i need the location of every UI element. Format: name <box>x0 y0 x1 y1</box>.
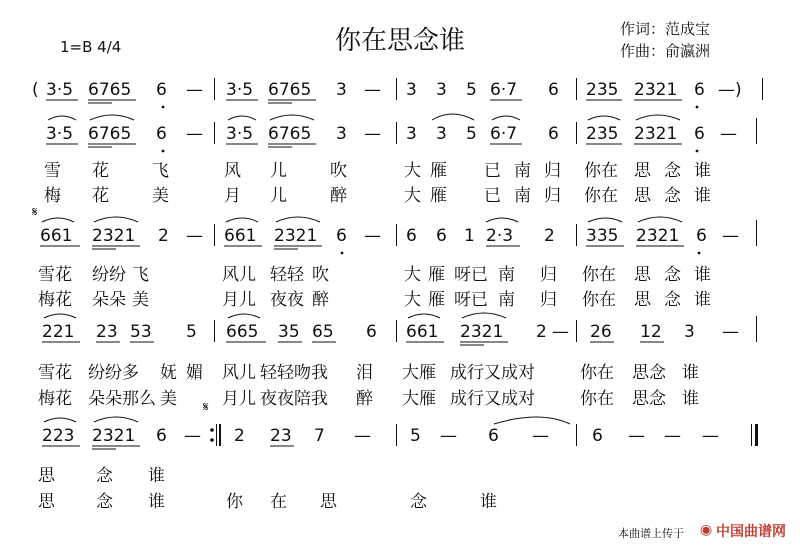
note: 12 <box>640 322 662 342</box>
lyric: 谁 <box>148 492 165 512</box>
lyric: 念 <box>664 290 681 310</box>
lyric: 雁 <box>430 186 447 206</box>
note: 6 <box>156 80 167 100</box>
lyric: 归 <box>540 290 557 310</box>
note: 2321 <box>634 124 678 144</box>
lyric: 谁 <box>148 466 165 486</box>
lyric: 谁 <box>682 389 699 409</box>
lyric: 归 <box>544 161 561 181</box>
lyric: 已 <box>484 161 501 181</box>
lyric: 轻轻 <box>270 265 304 285</box>
lyric: 雁 <box>430 161 447 181</box>
note: — <box>664 426 681 446</box>
lyric: 念 <box>664 186 681 206</box>
lyric: 谁 <box>694 186 711 206</box>
lyric: 谁 <box>480 492 497 512</box>
note: — <box>364 80 381 100</box>
key-signature: 1=B 4/4 <box>60 38 122 56</box>
note: 5 <box>410 426 421 446</box>
lyric: 梅花 <box>38 290 72 310</box>
note: 35 <box>278 322 300 342</box>
lyric: 思 <box>320 492 337 512</box>
note: — <box>364 226 381 246</box>
note: — <box>702 426 719 446</box>
lyric: 大 <box>404 265 421 285</box>
note: 3·5 <box>46 80 74 100</box>
lyric: 妩 <box>160 363 177 383</box>
lyric: 思念 <box>632 363 666 383</box>
lyric: 雪花 <box>38 265 72 285</box>
note: 2 <box>544 226 555 246</box>
lyric: 思 <box>634 161 651 181</box>
note: 6765 <box>88 80 132 100</box>
lyric: 月儿 <box>222 389 256 409</box>
lyric: 夜夜陪我 <box>260 389 328 409</box>
composer-credit: 作曲：俞瀛洲 <box>620 42 711 60</box>
note: — <box>628 426 645 446</box>
note: 3 <box>406 80 417 100</box>
note: 6 <box>156 124 167 144</box>
lyric: 大雁 <box>402 363 436 383</box>
note: 335 <box>586 226 619 246</box>
lyric: 夜夜 <box>270 290 304 310</box>
note: — <box>440 426 457 446</box>
note: 221 <box>42 322 75 342</box>
note: 53 <box>130 322 152 342</box>
lyric: 思 <box>634 290 651 310</box>
lyric: 风儿 <box>222 265 256 285</box>
lyric: 吹 <box>330 161 347 181</box>
lyric: 你在 <box>584 186 618 206</box>
note: 2321 <box>92 426 136 446</box>
note: 6 <box>592 426 603 446</box>
segno-mark-2: 𝄋 <box>203 400 209 415</box>
song-title: 你在思念谁 <box>334 26 465 56</box>
note: — <box>722 226 739 246</box>
note: 6 <box>694 80 705 100</box>
lyric: 大 <box>404 290 421 310</box>
lyric: 雁 <box>428 265 445 285</box>
lyric: 南 <box>514 161 531 181</box>
lyric: 醉 <box>312 290 329 310</box>
lyric: 你在 <box>580 363 614 383</box>
site-name: 中国曲谱网 <box>716 524 786 540</box>
note: 6765 <box>88 124 132 144</box>
note: 2321 <box>460 322 504 342</box>
lyric: 你在 <box>584 161 618 181</box>
note: — <box>364 124 381 144</box>
lyric: 梅 <box>44 186 61 206</box>
lyric: 雪 <box>44 161 61 181</box>
note: 3 <box>436 124 447 144</box>
lyric: 念 <box>664 265 681 285</box>
lyric: 朵朵那么 <box>88 389 156 409</box>
lyric: 念 <box>410 492 427 512</box>
note: —) <box>718 80 742 100</box>
lyric: 风 <box>224 161 241 181</box>
note: 6 <box>366 322 377 342</box>
lyric: 思 <box>634 265 651 285</box>
lyric: 谁 <box>694 265 711 285</box>
note: ( <box>32 80 39 100</box>
lyric: 雁 <box>428 290 445 310</box>
note: — <box>186 226 203 246</box>
lyric: 呀已 <box>454 290 488 310</box>
note: 3 <box>336 80 347 100</box>
note: — <box>186 124 203 144</box>
note: 2 <box>234 426 245 446</box>
lyric: 花 <box>92 186 109 206</box>
lyric: 已 <box>484 186 501 206</box>
lyric: 大 <box>404 161 421 181</box>
note: 1 <box>464 226 475 246</box>
note: 6 <box>406 226 417 246</box>
lyric: 你在 <box>580 389 614 409</box>
note: 26 <box>590 322 612 342</box>
note: 3 <box>436 80 447 100</box>
note: 2321 <box>92 226 136 246</box>
note: — <box>722 322 739 342</box>
lyric: 花 <box>92 161 109 181</box>
lyric: 醉 <box>356 389 373 409</box>
footer-caption: 本曲谱上传于 <box>618 527 684 540</box>
note: 661 <box>40 226 73 246</box>
note: 3·5 <box>226 80 254 100</box>
lyric: 南 <box>514 186 531 206</box>
note: 6 <box>336 226 347 246</box>
note: 665 <box>226 322 259 342</box>
lyric: 大雁 <box>402 389 436 409</box>
lyric: 在 <box>270 492 287 512</box>
note: 5 <box>186 322 197 342</box>
lyric: 飞 <box>132 265 149 285</box>
lyric: 谁 <box>694 161 711 181</box>
note: 2 <box>536 322 547 342</box>
lyric: 你在 <box>582 265 616 285</box>
note: 2321 <box>634 80 678 100</box>
lyric: 谁 <box>694 290 711 310</box>
lyric: 归 <box>540 265 557 285</box>
note: 2 <box>158 226 169 246</box>
lyric: 风儿 <box>222 363 256 383</box>
note: 6·7 <box>490 124 518 144</box>
note: 3 <box>684 322 695 342</box>
note: 6 <box>696 226 707 246</box>
lyric: 美 <box>152 186 169 206</box>
note: 6 <box>436 226 447 246</box>
lyric: 念 <box>96 492 113 512</box>
lyric: 轻轻吻我 <box>260 363 328 383</box>
lyric: 儿 <box>270 161 287 181</box>
lyric: 儿 <box>270 186 287 206</box>
note: — <box>184 426 201 446</box>
lyric: 成行又成对 <box>450 363 535 383</box>
lyric: 朵朵 <box>92 290 126 310</box>
lyric: 纷纷 <box>92 265 126 285</box>
note: 7 <box>314 426 325 446</box>
lyric: 归 <box>544 186 561 206</box>
lyric: 雪花 <box>38 363 72 383</box>
note: 3·5 <box>46 124 74 144</box>
note: 235 <box>586 124 619 144</box>
lyric: 泪 <box>356 363 373 383</box>
lyric: 你在 <box>582 290 616 310</box>
lyric: 思 <box>38 466 55 486</box>
lyric: 思 <box>38 492 55 512</box>
note: 6 <box>694 124 705 144</box>
note: 23 <box>96 322 118 342</box>
segno-mark: 𝄋 <box>32 205 38 220</box>
note: 5 <box>466 124 477 144</box>
note: 6765 <box>268 124 312 144</box>
note: 223 <box>42 426 75 446</box>
lyric: 谁 <box>682 363 699 383</box>
lyric: 南 <box>498 290 515 310</box>
lyric: 南 <box>498 265 515 285</box>
note: 661 <box>406 322 439 342</box>
note: 3 <box>406 124 417 144</box>
note: 6·7 <box>490 80 518 100</box>
note: — <box>720 124 737 144</box>
lyric: 梅花 <box>38 389 72 409</box>
lyric: 美 <box>132 290 149 310</box>
lyric: 念 <box>96 466 113 486</box>
note: — <box>552 322 569 342</box>
note: 2321 <box>636 226 680 246</box>
note: 3·5 <box>226 124 254 144</box>
lyricist-credit: 作词：范成宝 <box>620 20 711 38</box>
lyric: 呀已 <box>454 265 488 285</box>
note: — <box>354 426 371 446</box>
lyric: 成行又成对 <box>450 389 535 409</box>
lyric: 媚 <box>186 363 203 383</box>
lyric: 美 <box>160 389 177 409</box>
note: 661 <box>224 226 257 246</box>
lyric: 大 <box>404 186 421 206</box>
site-logo-icon: ◉ <box>700 522 713 538</box>
lyric: 飞 <box>152 161 169 181</box>
lyric: 月 <box>224 186 241 206</box>
note: 235 <box>586 80 619 100</box>
note: 5 <box>466 80 477 100</box>
note: 6765 <box>268 80 312 100</box>
note: 2321 <box>274 226 318 246</box>
note: 23 <box>270 426 292 446</box>
lyric: 吹 <box>312 265 329 285</box>
note: 6 <box>156 426 167 446</box>
note: 65 <box>312 322 334 342</box>
note: 6 <box>488 426 499 446</box>
note: 6 <box>548 124 559 144</box>
note: 3 <box>336 124 347 144</box>
note: 6 <box>548 80 559 100</box>
note: 2·3 <box>486 226 514 246</box>
note: — <box>532 426 549 446</box>
lyric: 纷纷多 <box>88 363 139 383</box>
lyric: 思念 <box>632 389 666 409</box>
lyric: 月儿 <box>222 290 256 310</box>
lyric: 醉 <box>330 186 347 206</box>
lyric: 思 <box>634 186 651 206</box>
note: — <box>186 80 203 100</box>
lyric: 你 <box>226 492 243 512</box>
lyric: 念 <box>664 161 681 181</box>
